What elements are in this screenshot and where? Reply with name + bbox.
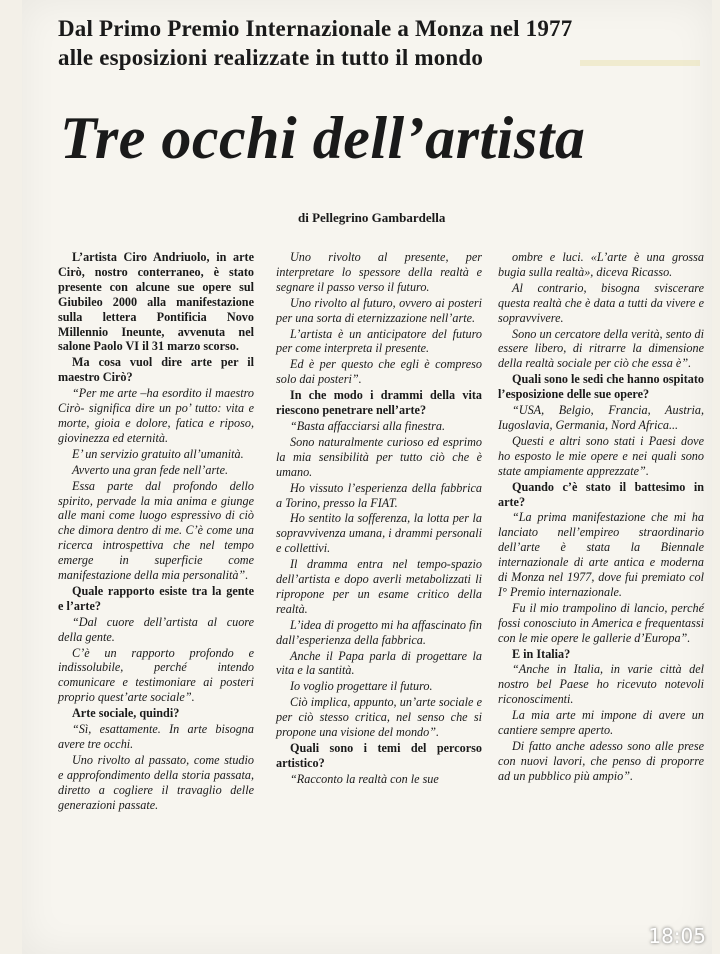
paragraph: “USA, Belgio, Francia, Austria, Iugoslavia, Germania, Nord Africa... <box>498 403 704 432</box>
paragraph: “Sì, esattamente. In arte bisogna avere tre occhi. <box>58 722 254 751</box>
paragraph: Di fatto anche adesso sono alle prese con nuovi lavori, che penso di proporre ad un pubblico più ampio”. <box>498 739 704 783</box>
paragraph: Fu il mio trampolino di lancio, perché fossi conosciuto in America e frequentassi con le mie opere le gallerie d’Europa”. <box>498 600 704 645</box>
paragraph: Uno rivolto al presente, per interpretare lo spessore della realtà e segnare il passo verso il futuro. <box>276 250 482 294</box>
interview-question: Arte sociale, quindi? <box>72 706 180 721</box>
paragraph: La mia arte mi impone di avere un cantiere sempre aperto. <box>498 708 704 738</box>
paragraph: “Anche in Italia, in varie città del nostro bel Paese ho ricevuto notevoli riconoscimenti. <box>498 662 704 707</box>
paragraph: “Per me arte –ha esordito il maestro Cirò- significa dire un po’ tutto: vita e morte, gioia e dolore, fatica e riposo, giovinezza ed eternità. <box>58 386 254 445</box>
paragraph: Ciò implica, appunto, un’arte sociale e per ciò stesso critica, nel senso che si propone una visione del mondo”. <box>276 695 482 740</box>
paragraph: “Dal cuore dell’artista al cuore della gente. <box>58 614 254 644</box>
lead-paragraph: L’artista Ciro Andriuolo, in arte Cirò, nostro conterraneo, è stato presente con alcune sue opere sul Giubileo 2000 alla manifestazione sulla lettera Pontificia Novo Millennio Ineunte, avvenuta nel salone Paolo VI il 31 marzo scorso. <box>58 250 254 354</box>
headline-line-1: Dal Primo Premio Internazionale a Monza nel 1977 <box>58 16 573 41</box>
paragraph: ombre e luci. «L’arte è una grossa bugia sulla realtà», diceva Ricasso. <box>498 250 704 279</box>
paragraph: Sono naturalmente curioso ed esprimo la mia sensibilità per tutto ciò che è umano. <box>276 434 482 479</box>
paragraph: E’ un servizio gratuito all’umanità. <box>72 446 244 461</box>
interview-question: Quali sono le sedi che hanno ospitato l’esposizione delle sue opere? <box>498 372 704 402</box>
headline <box>58 14 708 72</box>
article-column-1 <box>58 250 254 814</box>
paragraph: L’artista è un anticipatore del futuro per come interpreta il presente. <box>276 326 482 356</box>
paragraph: Io voglio progettare il futuro. <box>290 679 433 694</box>
headline-line-2: alle esposizioni realizzate in tutto il mondo <box>58 45 484 70</box>
interview-question: Quali sono i temi del percorso artistico? <box>276 741 482 770</box>
paragraph: Sono un cercatore della verità, sento di essere libero, di ritrarre la dimensione della realtà sociale per ciò che essa è”. <box>498 326 704 371</box>
paragraph: “La prima manifestazione che mi ha lanciato nell’empireo straordinario dell’arte è stata la Biennale internazionale di arte antica e moderna di Monza nel 1977, dove fui premiato col I° Premio internazionale. <box>498 510 704 599</box>
paragraph: Uno rivolto al passato, come studio e approfondimento della storia passata, diretto a cogliere il travaglio delle generazioni passate. <box>58 752 254 812</box>
paragraph: L’idea di progetto mi ha affascinato fin dall’esperienza della fabbrica. <box>276 617 482 647</box>
paragraph: “Basta affacciarsi alla finestra. <box>290 418 446 433</box>
paragraph: Ho vissuto l’esperienza della fabbrica a Torino, presso la FIAT. <box>276 480 482 510</box>
paragraph: Il dramma entra nel tempo-spazio dell’artista e dopo averli metabolizzati li ripropone per un esame critico della realtà. <box>276 557 482 616</box>
paragraph: “Racconto la realtà con le sue <box>290 771 439 786</box>
paragraph: Ho sentito la sofferenza, la lotta per la sopravvivenza umana, i drammi personali e collettivi. <box>276 511 482 556</box>
status-time: 18:05 <box>648 924 706 948</box>
interview-question: In che modo i drammi della vita riescono penetrare nell’arte? <box>276 388 482 418</box>
article-title: Tre occhi dell’artista <box>60 105 586 171</box>
paragraph: Questi e altri sono stati i Paesi dove ho esposto le mie opere e nei quali sono state ampiamente apprezzate”. <box>498 433 704 478</box>
paragraph: Ed è per questo che egli è compreso solo dai posteri”. <box>276 357 482 387</box>
paragraph: Essa parte dal profondo dello spirito, pervade la mia anima e giunge alle mani come luogo espressivo di ciò che dimora dentro di me. C’è come una ricerca introspettiva che nel tempo emerge in superficie come manifestazione della mia personalità”. <box>58 478 254 583</box>
paragraph: Avverto una gran fede nell’arte. <box>72 462 229 477</box>
byline: di Pellegrino Gambardella <box>298 210 446 225</box>
interview-question: Quando c’è stato il battesimo in arte? <box>498 479 704 509</box>
paragraph: C’è un rapporto profondo e indissolubile, perché intendo comunicare e testimoniare ai posteri proprio quest’arte sociale”. <box>58 645 254 705</box>
paragraph: Al contrario, bisogna sviscerare questa realtà che è data a tutti da vivere e sopravvivere. <box>498 280 704 325</box>
article-column-2 <box>276 250 482 788</box>
interview-question: E in Italia? <box>512 646 571 661</box>
interview-question: Ma cosa vuol dire arte per il maestro Cirò? <box>58 355 254 385</box>
paragraph: Anche il Papa parla di progettare la vita e la santità. <box>276 648 482 678</box>
article-column-3 <box>498 250 704 785</box>
paragraph: Uno rivolto al futuro, ovvero ai posteri per una sorta di eternizzazione nell’arte. <box>276 295 482 325</box>
interview-question: Quale rapporto esiste tra la gente e l’arte? <box>58 583 254 613</box>
